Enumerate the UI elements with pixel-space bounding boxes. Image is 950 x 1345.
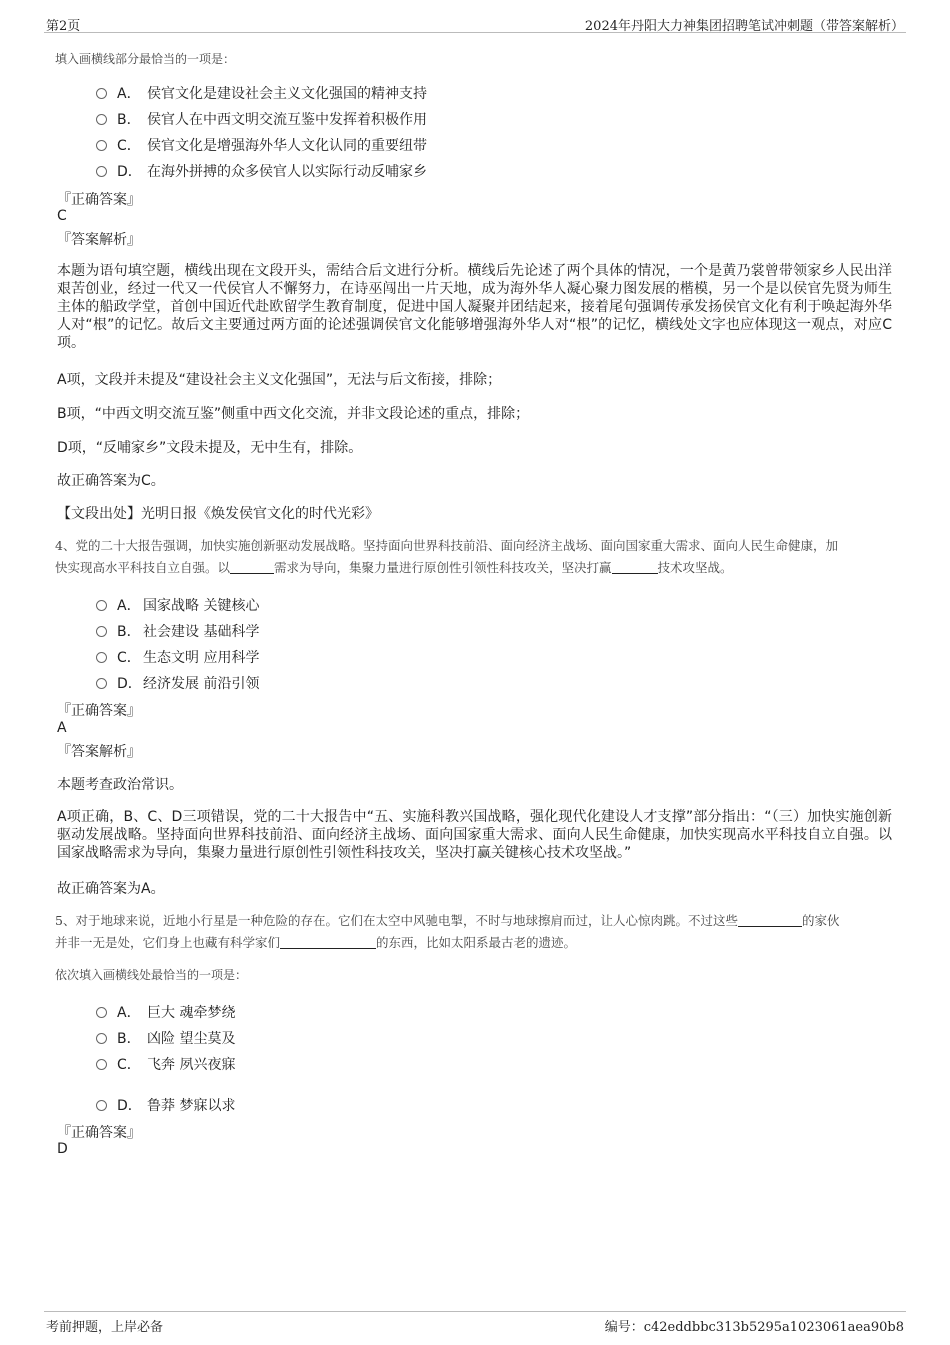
q3-analysis-d: D项，“反哺家乡”文段未提及，无中生有，排除。 (57, 440, 363, 456)
q3-source: 【文段出处】光明日报《焕发侯官文化的时代光彩》 (57, 506, 379, 522)
q5-option-c[interactable]: C． 飞奔 夙兴夜寐 (96, 1054, 235, 1074)
document-id: 编号：c42eddbbc313b5295a1023061aea90b8 (604, 1320, 904, 1335)
radio-icon[interactable] (96, 88, 107, 99)
q5-text-line-2: 并非一无是处，它们身上也藏有科学家们 的东西，比如太阳系最古老的遗迹。 (55, 935, 577, 950)
radio-icon[interactable] (96, 600, 107, 611)
radio-icon[interactable] (96, 678, 107, 689)
radio-icon[interactable] (96, 140, 107, 151)
answer-blank (280, 936, 376, 949)
q4-text-line-1: 4、党的二十大报告强调，加快实施创新驱动发展战略。坚持面向世界科技前沿、面向经济主战场、面向国家重大需求、面向人民生命健康，加 (55, 538, 838, 553)
q4-option-c[interactable]: C． 生态文明 应用科学 (96, 647, 259, 667)
q3-analysis-paragraph: 本题为语句填空题，横线出现在文段开头，需结合后文进行分析。横线后先论述了两个具体的情况，一个是黄乃裳曾带领家乡人民出洋艰苦创业，经过一代又一代侯官人不懈努力，在诗巫闯出一片天地，成为海外华人凝心聚力图发展的楷模，另一个是以侯官先贤为师生主体的船政学堂，首创中国近代赴欧留学生教育制度，促进中国人凝聚并团结起来，接着尾句强调传承发扬侯官文化有利于唤起海外华人对“根”的记忆。故后文主要通过两方面的论述强调侯官文化能够增强海外华人对“根”的记忆，横线处文字也应体现这一观点，对应C项。 (57, 263, 892, 351)
q3-analysis-a: A项，文段并未提及“建设社会主义文化强国”，无法与后文衔接，排除； (57, 372, 502, 388)
document-title: 2024年丹阳大力神集团招聘笔试冲刺题（带答案解析） (584, 19, 904, 34)
q3-analysis-label: 『答案解析』 (57, 232, 141, 248)
footer-slogan: 考前押题，上岸必备 (46, 1320, 164, 1335)
radio-icon[interactable] (96, 626, 107, 637)
q5-option-d[interactable]: D． 鲁莽 梦寐以求 (96, 1095, 235, 1115)
q3-analysis-b: B项，“中西文明交流互鉴”侧重中西文化交流，并非文段论述的重点，排除； (57, 406, 530, 422)
radio-icon[interactable] (96, 114, 107, 125)
q4-analysis-paragraph: A项正确，B、C、D三项错误，党的二十大报告中“五、实施科教兴国战略，强化现代化建设人才支撑”部分指出：“（三）加快实施创新驱动发展战略。坚持面向世界科技前沿、面向经济主战场、面向国家重大需求、面向人民生命健康，加快实现高水平科技自立自强。以国家战略需求为导向，集聚力量进行原创性引领性科技攻关，坚决打赢关键核心技术攻坚战。” (57, 809, 892, 861)
page-number: 第2页 (46, 19, 81, 34)
page-footer (44, 1311, 906, 1334)
q4-option-d[interactable]: D．经济发展 前沿引领 (96, 673, 259, 693)
q3-option-d[interactable]: D． 在海外拼搏的众多侯官人以实际行动反哺家乡 (96, 161, 427, 181)
q5-option-b[interactable]: B． 凶险 望尘莫及 (96, 1028, 235, 1048)
answer-blank (230, 561, 274, 574)
q4-option-b[interactable]: B． 社会建设 基础科学 (96, 621, 259, 641)
q3-option-b[interactable]: B． 侯官人在中西文明交流互鉴中发挥着积极作用 (96, 109, 427, 129)
q4-conclusion: 故正确答案为A。 (57, 881, 165, 897)
q4-analysis-label: 『答案解析』 (57, 744, 141, 760)
q5-text-line-1: 5、对于地球来说，近地小行星是一种危险的存在。它们在太空中风驰电掣，不时与地球擦肩而过，让人心惊肉跳。不过这些 的家伙 (55, 913, 840, 928)
q4-answer-label: 『正确答案』 (57, 703, 141, 719)
radio-icon[interactable] (96, 1033, 107, 1044)
q3-option-a[interactable]: A． 侯官文化是建设社会主义文化强国的精神支持 (96, 83, 427, 103)
q4-analysis-intro: 本题考查政治常识。 (57, 777, 183, 793)
q3-answer: C (57, 208, 67, 224)
q3-conclusion: 故正确答案为C。 (57, 473, 165, 489)
radio-icon[interactable] (96, 652, 107, 663)
radio-icon[interactable] (96, 1007, 107, 1018)
q3-answer-label: 『正确答案』 (57, 192, 141, 208)
q5-option-a[interactable]: A． 巨大 魂牵梦绕 (96, 1002, 235, 1022)
q3-prompt: 填入画横线部分最恰当的一项是： (55, 52, 236, 66)
q4-option-a[interactable]: A． 国家战略 关键核心 (96, 595, 259, 615)
q5-prompt: 依次填入画横线处最恰当的一项是： (55, 968, 248, 982)
answer-blank (738, 914, 802, 927)
q4-question (55, 535, 895, 579)
radio-icon[interactable] (96, 1059, 107, 1070)
q4-text-line-2: 快实现高水平科技自立自强。以 需求为导向，集聚力量进行原创性引领性科技攻关，坚决打赢 技术攻坚战。 (55, 560, 733, 575)
answer-blank (612, 561, 658, 574)
q4-answer: A (57, 720, 67, 736)
radio-icon[interactable] (96, 1100, 107, 1111)
q5-answer-label: 『正确答案』 (57, 1125, 141, 1141)
q5-answer: D (57, 1141, 68, 1157)
radio-icon[interactable] (96, 166, 107, 177)
q3-option-c[interactable]: C． 侯官文化是增强海外华人文化认同的重要纽带 (96, 135, 427, 155)
q5-question (55, 910, 895, 954)
page-header (44, 12, 906, 33)
